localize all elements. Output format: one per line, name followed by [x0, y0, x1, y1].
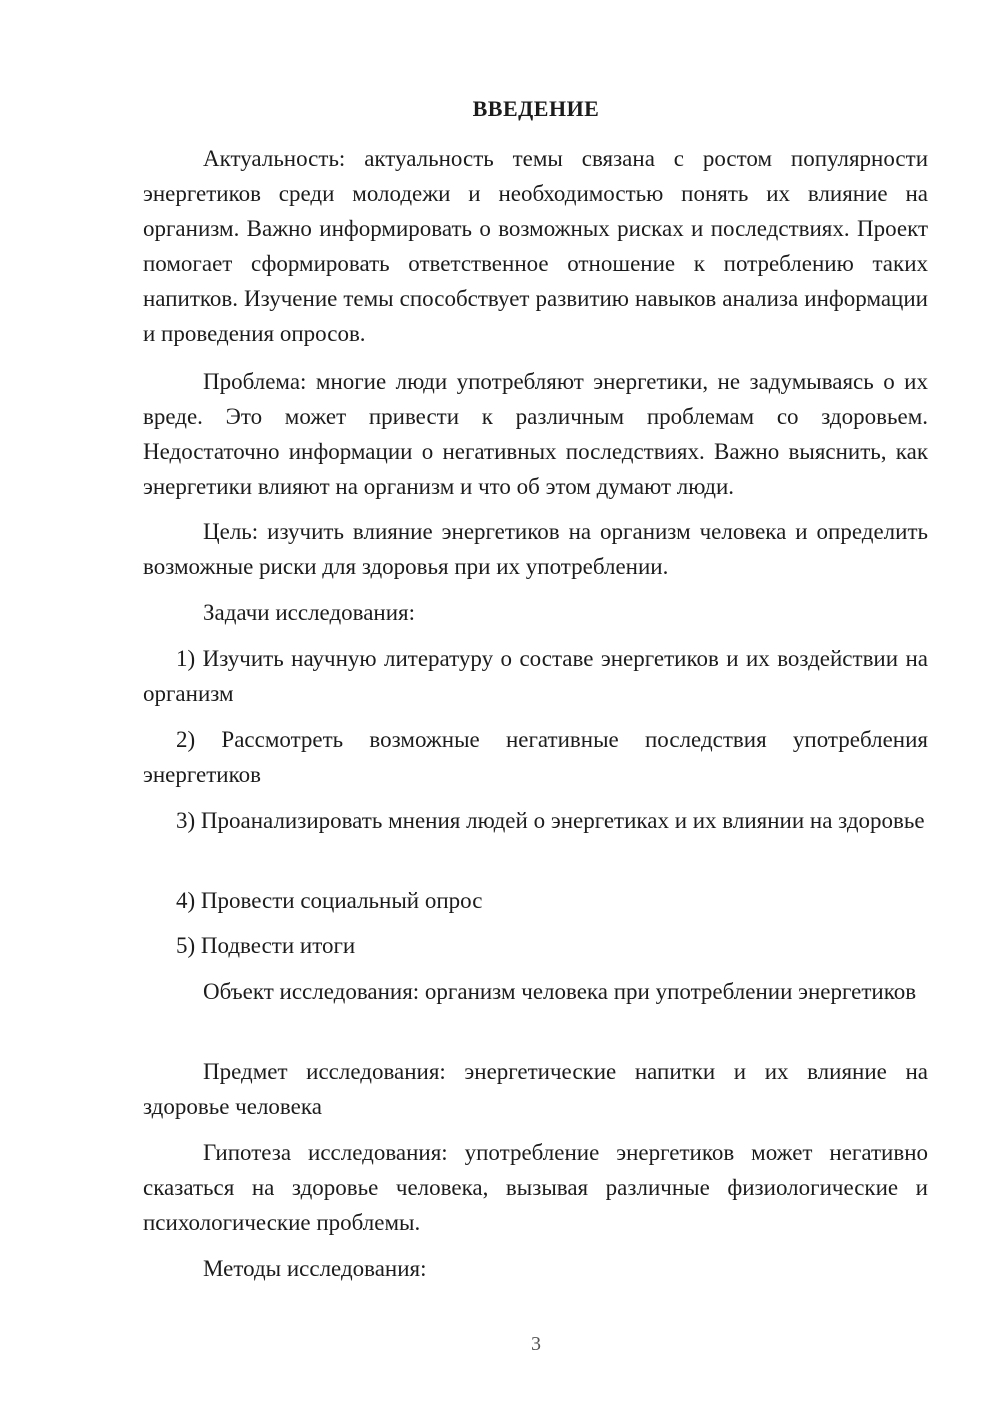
page-number: 3 — [531, 1333, 541, 1355]
task-item-4 — [143, 883, 928, 918]
paragraph-goal — [143, 514, 928, 584]
task-item-2-text: 2) Рассмотреть возможные негативные последствия употребления энергетиков — [143, 727, 928, 787]
tasks-heading — [143, 595, 928, 630]
paragraph-problem — [143, 364, 928, 504]
paragraph-methods — [143, 1251, 928, 1286]
paragraph-object-text: Объект исследования: организм человека при употреблении энергетиков — [203, 979, 917, 1004]
task-item-1-text: 1) Изучить научную литературу о составе энергетиков и их воздействии на организм — [143, 646, 928, 706]
page-title: ВВЕДЕНИЕ — [472, 96, 600, 121]
paragraph-methods-text: Методы исследования: — [203, 1256, 427, 1281]
task-item-3 — [143, 803, 928, 838]
paragraph-relevance — [143, 141, 928, 351]
task-item-1 — [143, 641, 928, 711]
paragraph-object — [143, 974, 928, 1009]
task-item-4-text: 4) Провести социальный опрос — [176, 888, 483, 913]
paragraph-subject — [143, 1054, 928, 1124]
paragraph-goal-text: Цель: изучить влияние энергетиков на организм человека и определить возможные риски для здоровья при их употреблении. — [143, 519, 928, 579]
task-item-5 — [143, 928, 928, 963]
paragraph-relevance-text: Актуальность: актуальность темы связана с ростом популярности энергетиков среди молодежи и необходимостью понять их влияние на организм. Важно информировать о возможных рисках и последствиях. Проект помогает сформировать ответственное отношение к потреблению таких напитков. Изучение темы способствует развитию навыков анализа информации и проведения опросов. — [143, 146, 928, 346]
paragraph-subject-text: Предмет исследования: энергетические напитки и их влияние на здоровье человека — [143, 1059, 928, 1119]
task-item-3-text: 3) Проанализировать мнения людей о энергетиках и их влиянии на здоровье — [176, 808, 925, 833]
paragraph-problem-text: Проблема: многие люди употребляют энергетики, не задумываясь о их вреде. Это может привести к различным проблемам со здоровьем. Недостаточно информации о негативных последствиях. Важно выяснить, как энергетики влияют на организм и что об этом думают люди. — [143, 369, 928, 499]
paragraph-hypothesis-text: Гипотеза исследования: употребление энергетиков может негативно сказаться на здоровье человека, вызывая различные физиологические и психологические проблемы. — [143, 1140, 928, 1235]
task-item-2 — [143, 722, 928, 792]
task-item-5-text: 5) Подвести итоги — [176, 933, 356, 958]
paragraph-hypothesis — [143, 1135, 928, 1240]
tasks-heading-text: Задачи исследования: — [203, 600, 416, 625]
